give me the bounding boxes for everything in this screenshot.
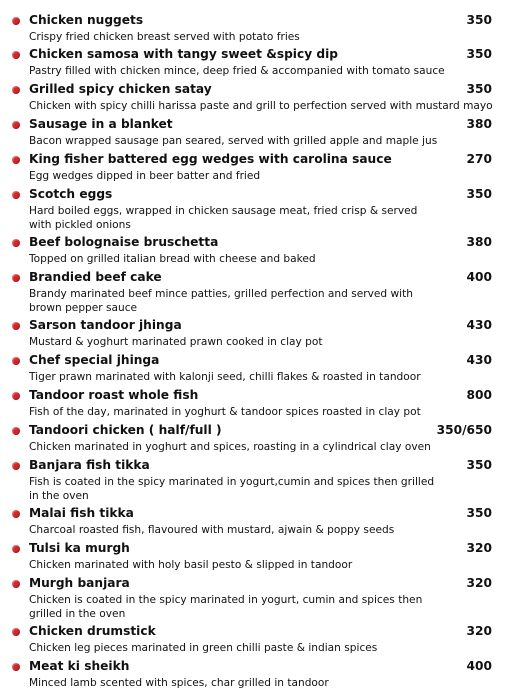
item-description xyxy=(29,676,329,690)
item-description xyxy=(29,64,445,78)
description-line: Tiger prawn marinated with kalonji seed, chilli flakes & roasted in tandoor xyxy=(29,371,421,383)
item-name: Murgh banjara xyxy=(29,576,130,590)
item-description xyxy=(29,593,422,621)
item-name: Malai fish tikka xyxy=(29,506,134,520)
item-price: 350 xyxy=(466,47,492,61)
description-line: brown pepper sauce xyxy=(29,302,138,314)
bullet-icon xyxy=(12,663,20,671)
item-name: Meat ki sheikh xyxy=(29,659,130,673)
item-name: Tandoori chicken ( half/full ) xyxy=(29,423,222,437)
item-description xyxy=(29,287,413,315)
bullet-icon xyxy=(12,156,20,164)
item-name: Brandied beef cake xyxy=(29,270,162,284)
item-price: 430 xyxy=(466,353,492,367)
bullet-icon xyxy=(12,462,20,470)
description-line: Mustard & yoghurt marinated prawn cooked in clay pot xyxy=(29,336,323,348)
item-price: 350 xyxy=(466,506,492,520)
description-line: Fish of the day, marinated in yoghurt & tandoor spices roasted in clay pot xyxy=(29,406,421,418)
item-description xyxy=(29,558,352,572)
item-price: 350 xyxy=(466,13,492,27)
item-name: Chef special jhinga xyxy=(29,353,160,367)
description-line: Pastry filled with chicken mince, deep fried & accompanied with tomato sauce xyxy=(29,65,445,77)
item-description xyxy=(29,99,493,113)
item-description xyxy=(29,134,437,148)
description-line: Chicken marinated with holy basil pesto & slipped in tandoor xyxy=(29,559,353,571)
item-price: 380 xyxy=(466,117,492,131)
item-description xyxy=(29,335,323,349)
item-price: 320 xyxy=(466,624,492,638)
item-name: Tandoor roast whole fish xyxy=(29,388,199,402)
bullet-icon xyxy=(12,86,20,94)
item-description xyxy=(29,169,260,183)
item-name: Grilled spicy chicken satay xyxy=(29,82,212,96)
description-line: Brandy marinated beef mince patties, grilled perfection and served with xyxy=(29,288,413,300)
item-description xyxy=(29,204,417,232)
description-line: Hard boiled eggs, wrapped in chicken sausage meat, fried crisp & served xyxy=(29,205,418,217)
bullet-icon xyxy=(12,121,20,129)
item-name: Beef bolognaise bruschetta xyxy=(29,235,219,249)
description-line: grilled in the oven xyxy=(29,608,126,620)
description-line: in the oven xyxy=(29,490,89,502)
bullet-icon xyxy=(12,51,20,59)
item-price: 400 xyxy=(466,659,492,673)
bullet-icon xyxy=(12,427,20,435)
item-name: Banjara fish tikka xyxy=(29,458,150,472)
item-description xyxy=(29,440,431,454)
item-price: 430 xyxy=(466,318,492,332)
bullet-icon xyxy=(12,510,20,518)
item-description xyxy=(29,30,300,44)
bullet-icon xyxy=(12,580,20,588)
item-name: King fisher battered egg wedges with carolina sauce xyxy=(29,152,392,166)
bullet-icon xyxy=(12,545,20,553)
bullet-icon xyxy=(12,357,20,365)
description-line: Chicken leg pieces marinated in green chilli paste & indian spices xyxy=(29,642,378,654)
item-price: 350 xyxy=(466,187,492,201)
item-price: 350 xyxy=(466,458,492,472)
item-name: Chicken nuggets xyxy=(29,13,144,27)
item-price: 380 xyxy=(466,235,492,249)
item-name: Chicken drumstick xyxy=(29,624,156,638)
item-description xyxy=(29,370,421,384)
item-description xyxy=(29,523,394,537)
description-line: Egg wedges dipped in beer batter and fried xyxy=(29,170,261,182)
item-price: 800 xyxy=(466,388,492,402)
item-description xyxy=(29,475,434,503)
bullet-icon xyxy=(12,628,20,636)
description-line: Chicken with spicy chilli harissa paste and grill to perfection served with mustard mayo xyxy=(29,100,493,112)
item-price: 320 xyxy=(466,541,492,555)
bullet-icon xyxy=(12,392,20,400)
description-line: Bacon wrapped sausage pan seared, served with grilled apple and maple jus xyxy=(29,135,438,147)
item-description xyxy=(29,252,316,266)
item-name: Sausage in a blanket xyxy=(29,117,173,131)
bullet-icon xyxy=(12,322,20,330)
item-price: 400 xyxy=(466,270,492,284)
item-name: Scotch eggs xyxy=(29,187,113,201)
item-price: 270 xyxy=(466,152,492,166)
description-line: Chicken marinated in yoghurt and spices, roasting in a cylindrical clay oven xyxy=(29,441,431,453)
bullet-icon xyxy=(12,239,20,247)
description-line: Topped on grilled italian bread with cheese and baked xyxy=(29,253,316,265)
item-price: 320 xyxy=(466,576,492,590)
bullet-icon xyxy=(12,274,20,282)
item-description xyxy=(29,641,377,655)
description-line: Chicken is coated in the spicy marinated in yogurt, cumin and spices then xyxy=(29,594,423,606)
description-line: Minced lamb scented with spices, char grilled in tandoor xyxy=(29,677,329,689)
bullet-icon xyxy=(12,191,20,199)
description-line: with pickled onions xyxy=(29,219,131,231)
item-name: Tulsi ka murgh xyxy=(29,541,130,555)
description-line: Crispy fried chicken breast served with potato fries xyxy=(29,31,300,43)
item-name: Sarson tandoor jhinga xyxy=(29,318,182,332)
item-name: Chicken samosa with tangy sweet &spicy dip xyxy=(29,47,339,61)
item-description xyxy=(29,405,421,419)
item-price: 350 xyxy=(466,82,492,96)
description-line: Charcoal roasted fish, flavoured with mustard, ajwain & poppy seeds xyxy=(29,524,395,536)
item-price: 350/650 xyxy=(436,423,492,437)
description-line: Fish is coated in the spicy marinated in yogurt,cumin and spices then grilled xyxy=(29,476,435,488)
bullet-icon xyxy=(12,17,20,25)
